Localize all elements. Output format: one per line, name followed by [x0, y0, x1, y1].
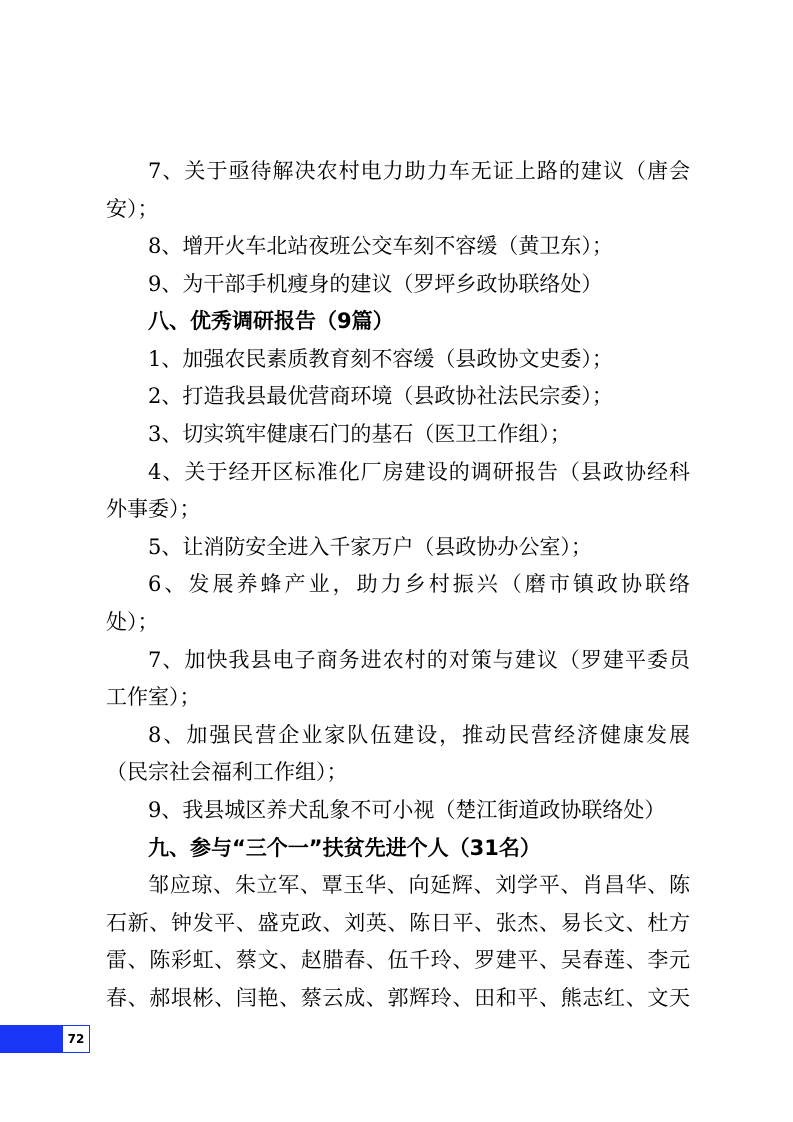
list-item: 8、增开火车北站夜班公交车刻不容缓（黄卫东）； — [148, 234, 613, 258]
list-item: 4、关于经开区标准化厂房建设的调研报告（县政协经科 — [148, 460, 690, 484]
list-item-continuation: 工作室）； — [106, 685, 201, 709]
name-list-line: 石新、钟发平、盛克政、刘英、陈日平、张杰、易长文、杜方 — [106, 911, 690, 935]
list-item: 7、加快我县电子商务进农村的对策与建议（罗建平委员 — [148, 648, 690, 672]
list-item: 9、我县城区养犬乱象不可小视（楚江街道政协联络处） — [148, 798, 666, 822]
list-item: 9、为干部手机瘦身的建议（罗坪乡政协联络处） — [148, 272, 603, 296]
section-heading: 八、优秀调研报告（9篇） — [148, 309, 394, 333]
list-item: 1、加强农民素质教育刻不容缓（县政协文史委）； — [148, 347, 613, 371]
name-list-line: 春、郝垠彬、闫艳、蔡云成、郭辉玲、田和平、熊志红、文天 — [106, 986, 690, 1010]
name-list-line: 邹应琼、朱立军、覃玉华、向延辉、刘学平、肖昌华、陈 — [148, 873, 690, 897]
section-heading: 九、参与“三个一”扶贫先进个人（31名） — [148, 836, 541, 860]
name-list-line: 雷、陈彩虹、蔡文、赵腊春、伍千玲、罗建平、吴春莲、李元 — [106, 948, 690, 972]
page-number: 72 — [62, 1025, 90, 1053]
list-item-continuation: 安）； — [106, 197, 159, 221]
list-item: 6、发展养蜂产业，助力乡村振兴（磨市镇政协联络 — [148, 572, 690, 596]
footer-color-band — [0, 1025, 62, 1053]
list-item: 3、切实筑牢健康石门的基石（医卫工作组）； — [148, 422, 571, 446]
list-item: 5、让消防安全进入千家万户（县政协办公室）； — [148, 535, 592, 559]
list-item: 7、关于亟待解决农村电力助力车无证上路的建议（唐会 — [148, 159, 690, 183]
list-item-continuation: 处）； — [106, 610, 159, 634]
list-item-continuation: （民宗社会福利工作组）； — [106, 760, 348, 784]
list-item: 8、加强民营企业家队伍建设，推动民营经济健康发展 — [148, 723, 690, 747]
list-item-continuation: 外事委）； — [106, 497, 201, 521]
list-item: 2、打造我县最优营商环境（县政协社法民宗委）； — [148, 384, 613, 408]
